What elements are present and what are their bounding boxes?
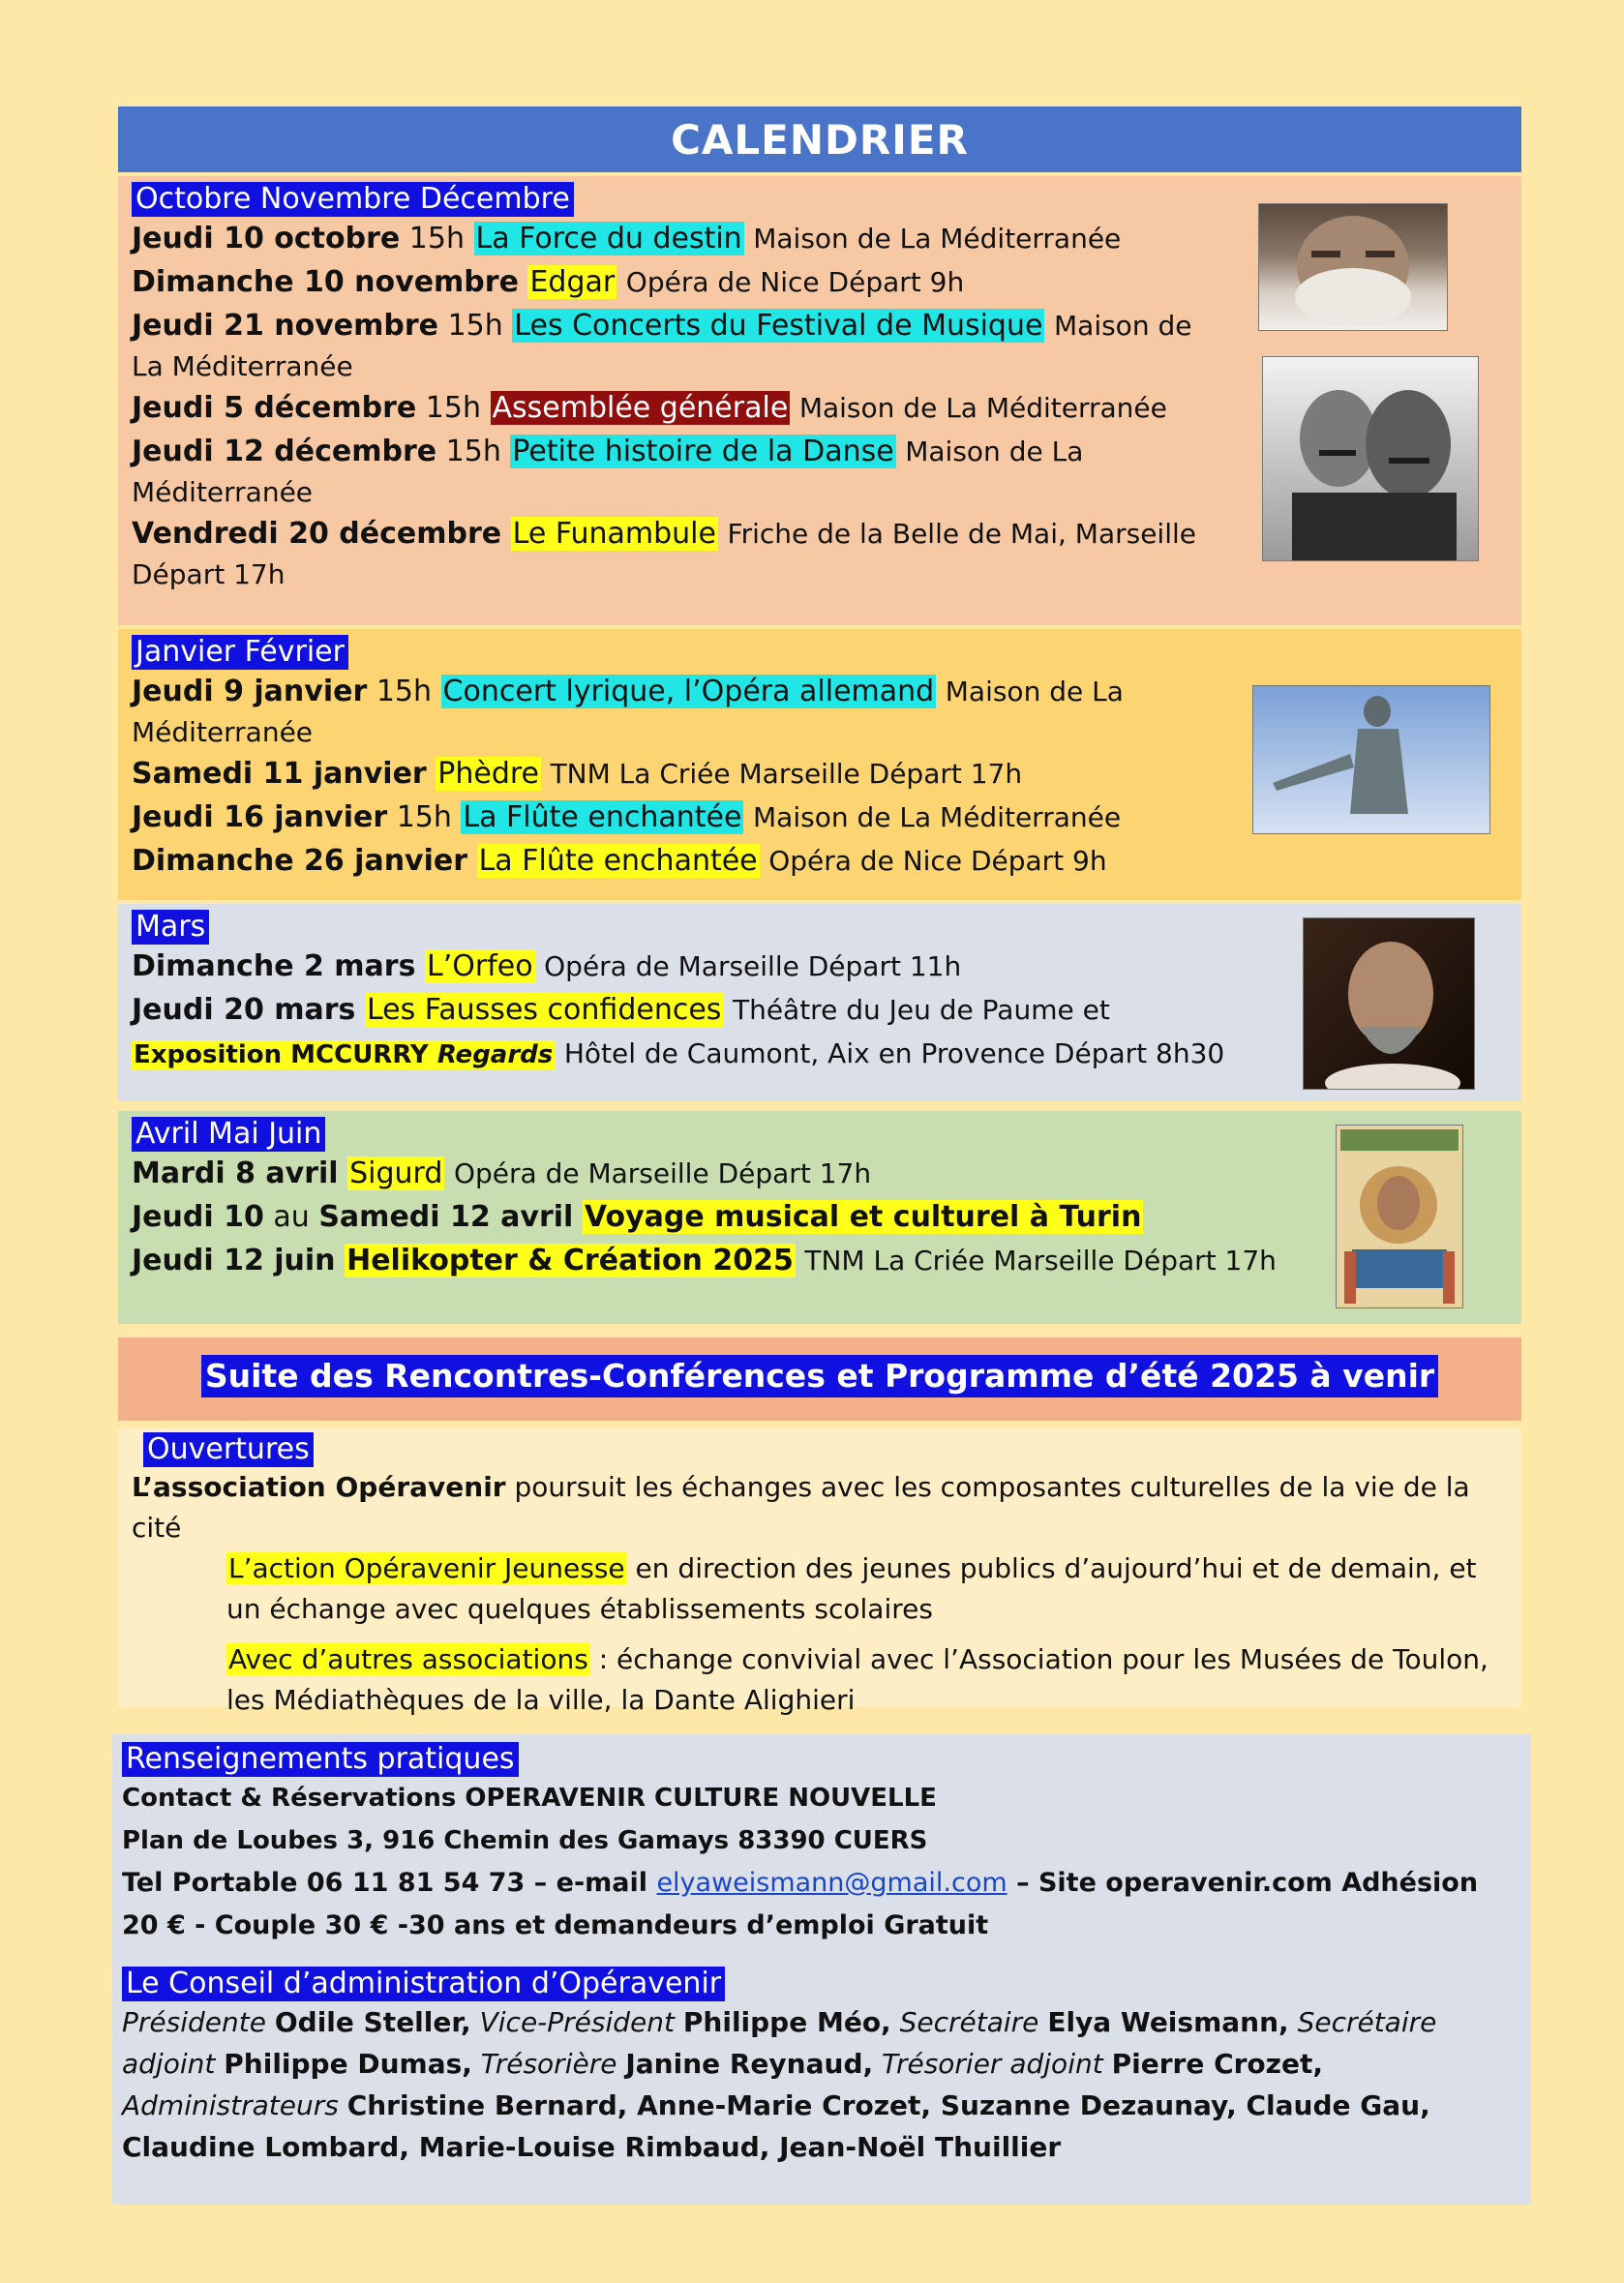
section-mars [118, 904, 1521, 1101]
section-header: Avril Mai Juin [132, 1117, 325, 1152]
event-line: Jeudi 9 janvier 15h Concert lyrique, l’Opéra allemand Maison de La [132, 675, 1124, 708]
board-members: Présidente Odile Steller, Vice-Président Philippe Méo, Secrétaire Elya Weismann, Secrétaire adjoint Philippe Dumas, Trésorière Janine Reynaud, Trésorier adjoint Pierre Crozet, Administrateurs Christine Bernard, Anne-Marie Crozet, Suzanne Dezaunay, Claude Gau, Claudine Lombard, Marie-Louise Rimbaud, Jean-Noël Thuillier [122, 2006, 1437, 2163]
event-line: Jeudi 10 au Samedi 12 avril Voyage musical et culturel à Turin [132, 1200, 1142, 1234]
event-line: Dimanche 26 janvier La Flûte enchantée Opéra de Nice Départ 9h [132, 844, 1107, 878]
event-line: Jeudi 16 janvier 15h La Flûte enchantée Maison de La Méditerranée [132, 800, 1122, 834]
portrait-verdi-image [1258, 203, 1448, 331]
paragraph: les Médiathèques de la ville, la Dante Alighieri [226, 1684, 856, 1716]
event-line: Mardi 8 avril Sigurd Opéra de Marseille Départ 17h [132, 1157, 872, 1190]
section-header: Janvier Février [132, 635, 348, 670]
paragraph: Avec d’autres associations : échange convivial avec l’Association pour les Musées de Toulon, [228, 1643, 1489, 1675]
membership-line: 20 € - Couple 30 € -30 ans et demandeurs d’emploi Gratuit [122, 1910, 989, 1940]
section-avril-mai-juin [118, 1111, 1521, 1324]
section-header: Renseignements pratiques [122, 1742, 519, 1777]
poster-reyer-image [1336, 1125, 1463, 1308]
contact-line: Contact & Réservations OPERAVENIR CULTURE NOUVELLE [122, 1784, 937, 1813]
section-header: Le Conseil d’administration d’Opéravenir [122, 1967, 725, 2001]
address-line: Plan de Loubes 3, 916 Chemin des Gamays 83390 CUERS [122, 1826, 928, 1855]
event-line: Samedi 11 janvier Phèdre TNM La Criée Marseille Départ 17h [132, 757, 1023, 791]
paragraph: L’association Opéravenir poursuit les échanges avec les composantes culturelles de la vie de la cité [132, 1471, 1470, 1544]
event-line-continuation: Départ 17h [132, 558, 286, 590]
section-header: Mars [132, 910, 209, 945]
section-renseignements [112, 1734, 1531, 2205]
section-oct-nov-dec [118, 176, 1521, 625]
section-header: Ouvertures [143, 1432, 314, 1467]
event-line: Dimanche 10 novembre Edgar Opéra de Nice Départ 9h [132, 265, 965, 299]
statue-mozart-image [1252, 685, 1490, 834]
email-link[interactable]: elyaweismann@gmail.com [656, 1868, 1007, 1898]
paragraph: un échange avec quelques établissements scolaires [226, 1593, 933, 1625]
event-line: Exposition MCCURRY Regards Hôtel de Caumont, Aix en Provence Départ 8h30 [134, 1037, 1225, 1069]
section-header: Octobre Novembre Décembre [132, 182, 574, 217]
event-line: Jeudi 12 décembre 15h Petite histoire de la Danse Maison de La [132, 435, 1084, 468]
section-jan-fev [118, 629, 1521, 900]
event-line: Dimanche 2 mars L’Orfeo Opéra de Marseille Départ 11h [132, 949, 962, 983]
portrait-puccini-image [1262, 356, 1479, 561]
phone-email-line: Tel Portable 06 11 81 54 73 – e-mail elyaweismann@gmail.com – Site operavenir.com Adhésion [122, 1868, 1479, 1898]
portrait-monteverdi-image [1303, 917, 1475, 1090]
event-line: Jeudi 21 novembre 15h Les Concerts du Festival de Musique Maison de [132, 309, 1192, 343]
event-line: Jeudi 5 décembre 15h Assemblée générale Maison de La Méditerranée [132, 391, 1167, 425]
upcoming-banner: Suite des Rencontres-Conférences et Programme d’été 2025 à venir [118, 1337, 1521, 1421]
event-line-continuation: Méditerranée [132, 476, 314, 508]
event-line-continuation: La Méditerranée [132, 350, 353, 382]
event-line: Jeudi 10 octobre 15h La Force du destin Maison de La Méditerranée [132, 222, 1122, 255]
event-line: Jeudi 20 mars Les Fausses confidences Théâtre du Jeu de Paume et [132, 993, 1110, 1027]
document-page [118, 106, 1521, 2205]
section-ouvertures [118, 1428, 1521, 1716]
page-title: CALENDRIER [118, 106, 1521, 172]
event-line: Vendredi 20 décembre Le Funambule Friche de la Belle de Mai, Marseille [132, 517, 1196, 551]
event-line-continuation: Méditerranée [132, 716, 314, 748]
event-line: Jeudi 12 juin Helikopter & Création 2025 TNM La Criée Marseille Départ 17h [132, 1244, 1277, 1277]
paragraph: L’action Opéravenir Jeunesse en direction des jeunes publics d’aujourd’hui et de demain, et [228, 1552, 1477, 1584]
